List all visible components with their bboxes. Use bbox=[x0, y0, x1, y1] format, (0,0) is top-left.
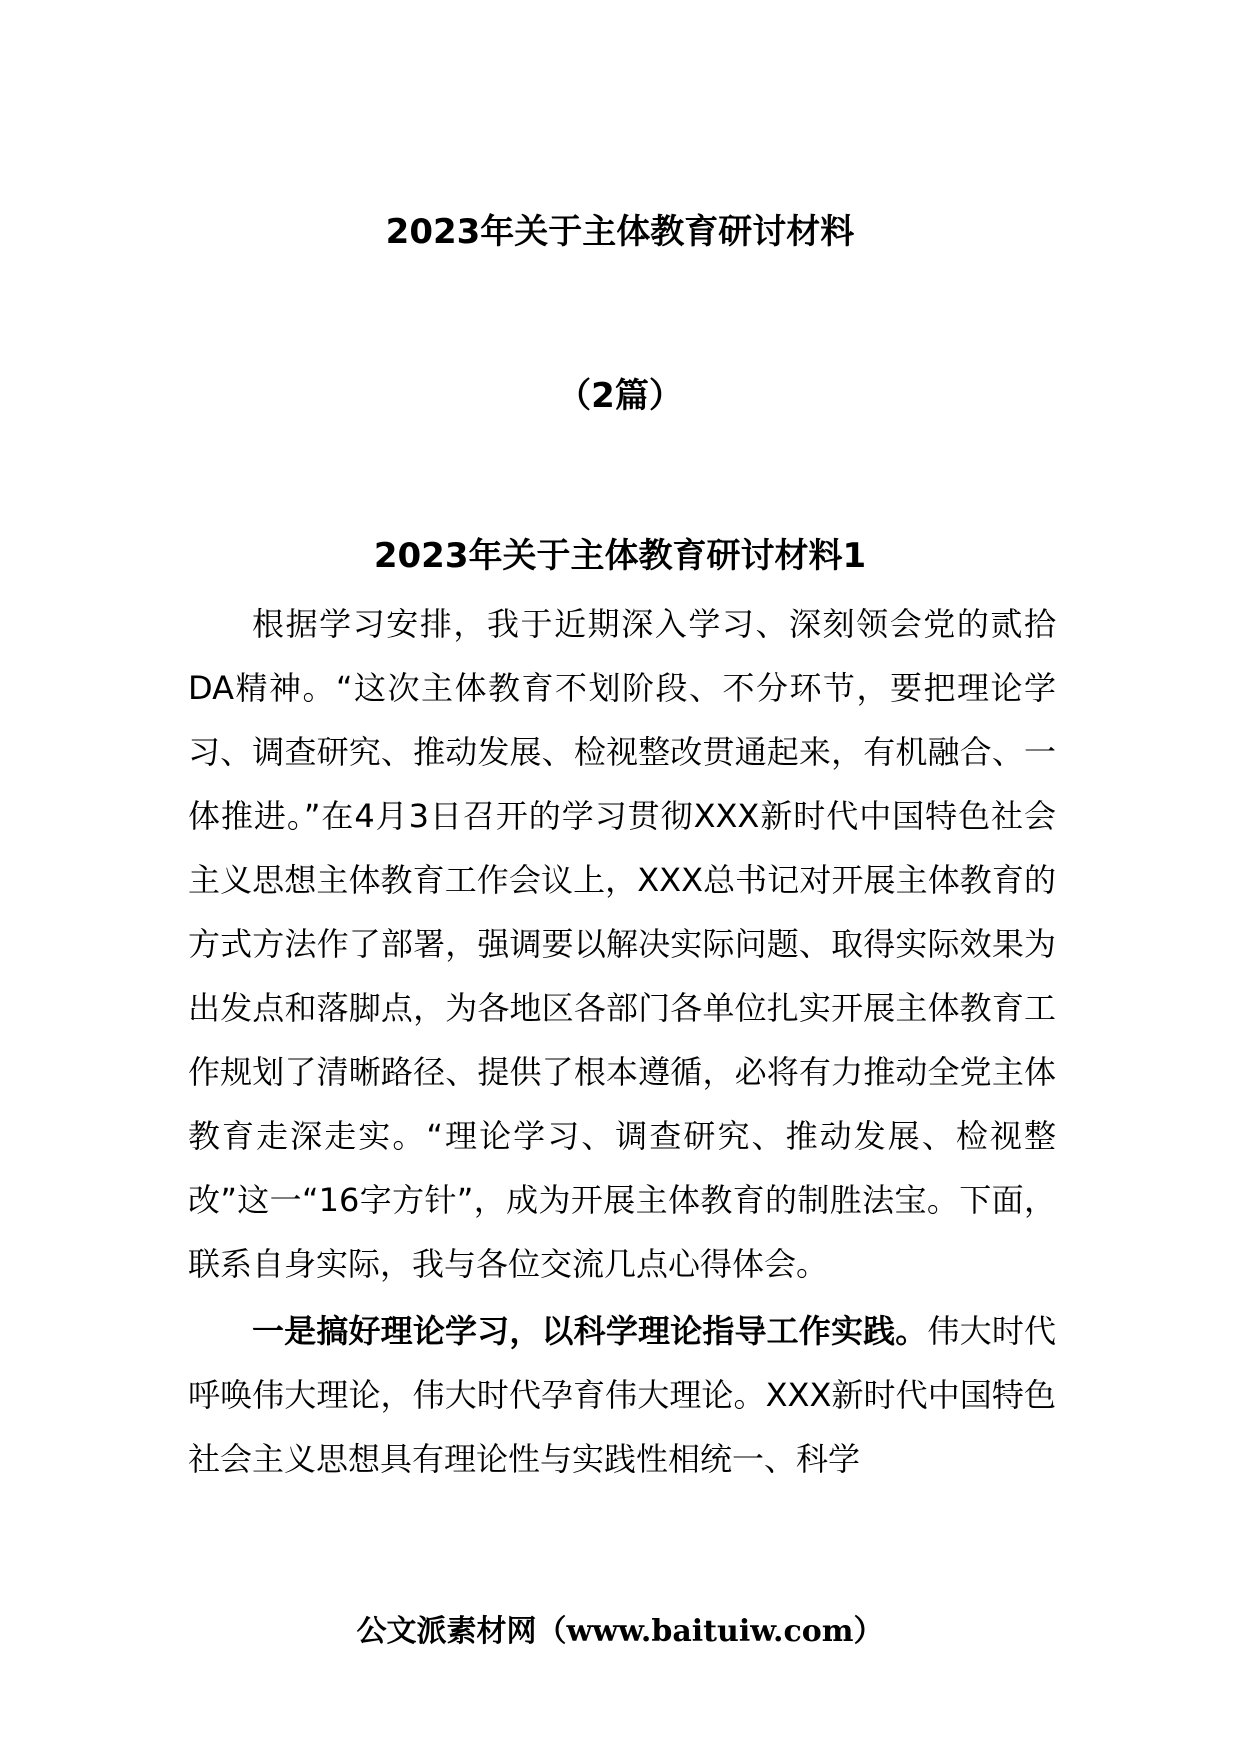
paragraph-2-heading: 一是搞好理论学习，以科学理论指导工作实践。 bbox=[252, 1312, 928, 1350]
body-paragraph-2 bbox=[188, 1299, 1056, 1491]
body-paragraph-1 bbox=[188, 592, 1056, 1296]
document-body bbox=[188, 592, 1056, 1491]
paragraph-2-text: 伟大时代呼唤伟大理论，伟大时代孕育伟大理论。XXX新时代中国特色社会主义思想具有理论性与实践性相统一、科学 bbox=[188, 1312, 1056, 1478]
paragraph-1-text: 根据学习安排，我于近期深入学习、深刻领会党的贰拾DA精神。“这次主体教育不划阶段、不分环节，要把理论学习、调查研究、推动发展、检视整改贯通起来，有机融合、一体推进。”在4月3日召开的学习贯彻XXX新时代中国特色社会主义思想主体教育工作会议上，XXX总书记对开展主体教育的方式方法作了部署，强调要以解决实际问题、取得实际效果为出发点和落脚点，为各地区各部门各单位扎实开展主体教育工作规划了清晰路径、提供了根本遵循，必将有力推动全党主体教育走深走实。“理论学习、调查研究、推动发展、检视整改”这一“16字方针”，成为开展主体教育的制胜法宝。下面，联系自身实际，我与各位交流几点心得体会。 bbox=[188, 605, 1056, 1283]
footer-source: 公文派素材网（www.baituiw.com） bbox=[356, 1614, 884, 1649]
section-title: 2023年关于主体教育研讨材料1 bbox=[373, 536, 867, 576]
document-subtitle: （2篇） bbox=[557, 376, 683, 416]
document-title: 2023年关于主体教育研讨材料 bbox=[385, 212, 855, 252]
